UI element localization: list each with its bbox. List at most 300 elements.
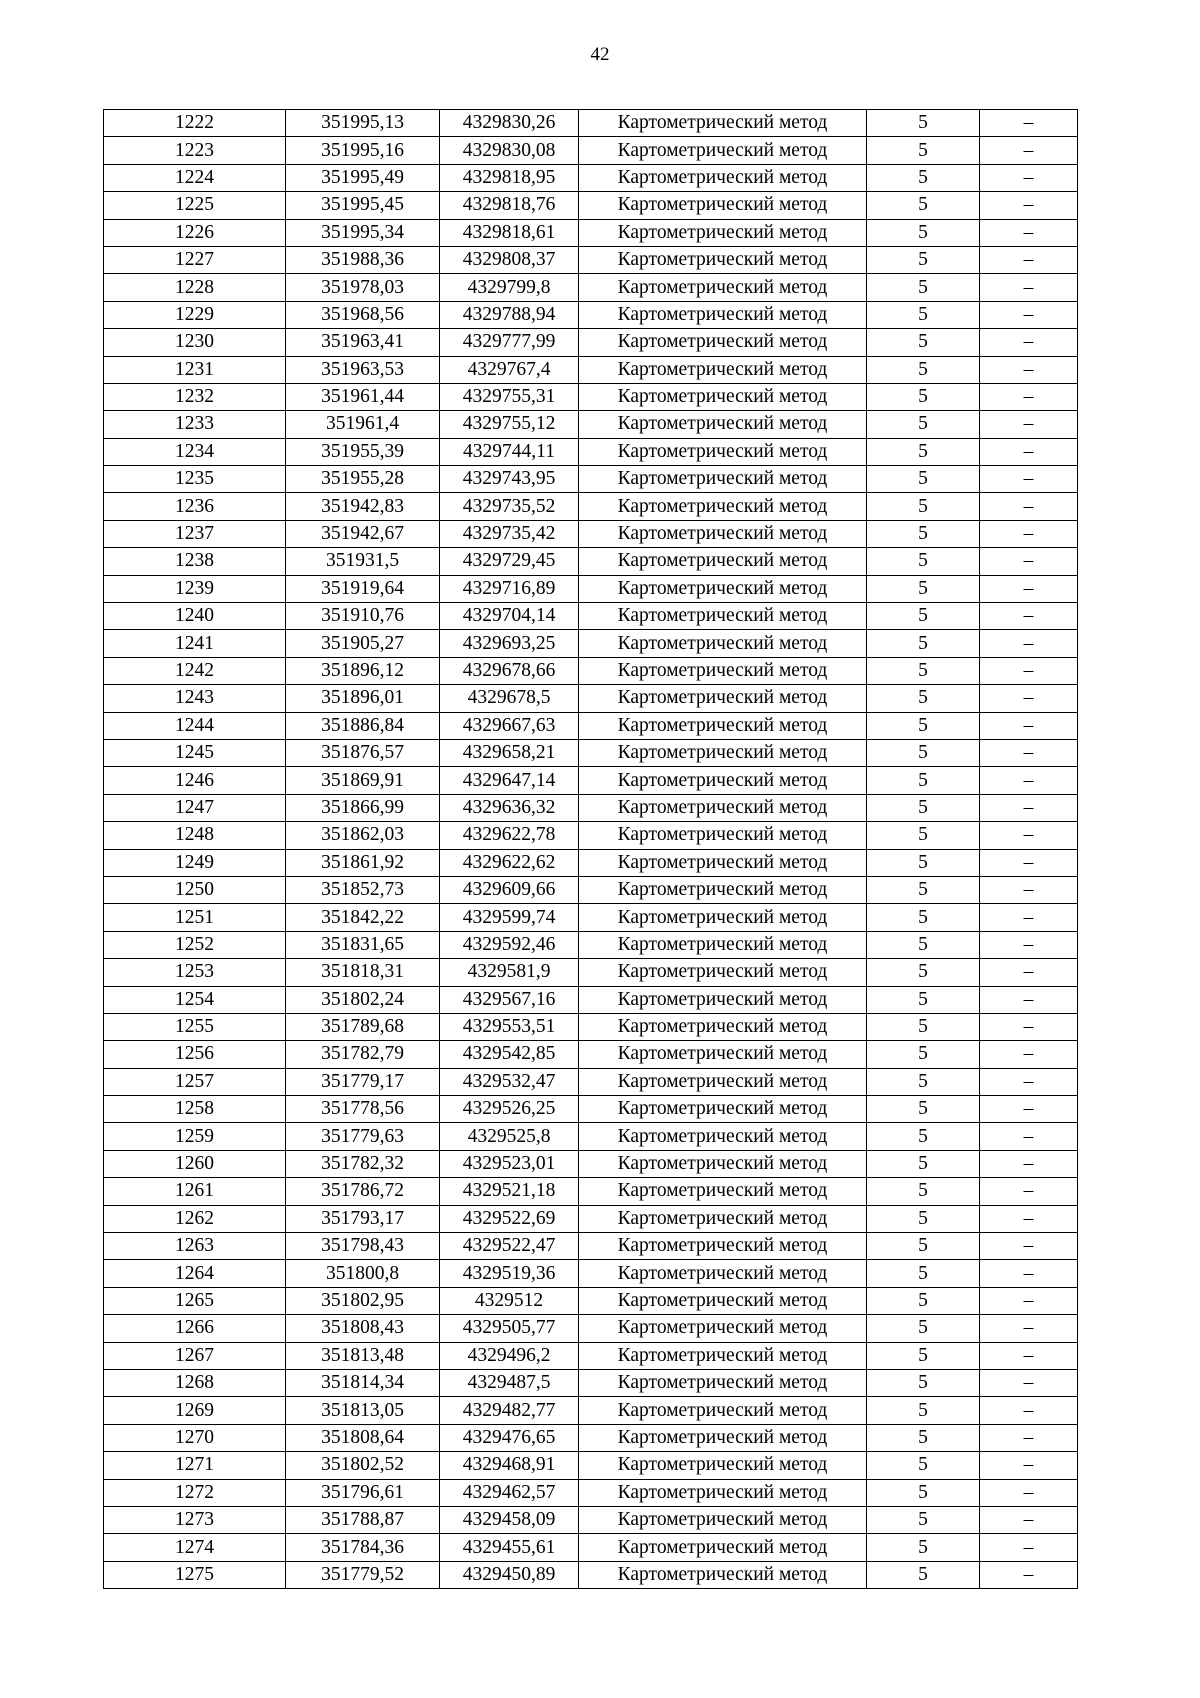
point-number-cell: 1266	[104, 1315, 286, 1342]
y-coordinate-cell: 4329830,26	[440, 110, 579, 137]
accuracy-cell: 5	[867, 1150, 980, 1177]
accuracy-cell: 5	[867, 411, 980, 438]
point-number-cell: 1240	[104, 603, 286, 630]
table-row	[104, 1041, 1078, 1068]
x-coordinate-cell: 351963,53	[286, 356, 440, 383]
method-cell: Картометрический метод	[579, 1178, 867, 1205]
table-row	[104, 438, 1078, 465]
point-number-cell: 1267	[104, 1342, 286, 1369]
accuracy-cell: 5	[867, 739, 980, 766]
description-cell: –	[980, 1150, 1078, 1177]
y-coordinate-cell: 4329735,42	[440, 520, 579, 547]
point-number-cell: 1246	[104, 767, 286, 794]
description-cell: –	[980, 603, 1078, 630]
y-coordinate-cell: 4329542,85	[440, 1041, 579, 1068]
accuracy-cell: 5	[867, 1233, 980, 1260]
table-row	[104, 630, 1078, 657]
method-cell: Картометрический метод	[579, 822, 867, 849]
point-number-cell: 1262	[104, 1205, 286, 1232]
method-cell: Картометрический метод	[579, 876, 867, 903]
table-row	[104, 739, 1078, 766]
point-number-cell: 1258	[104, 1096, 286, 1123]
description-cell: –	[980, 1123, 1078, 1150]
method-cell: Картометрический метод	[579, 1369, 867, 1396]
y-coordinate-cell: 4329808,37	[440, 246, 579, 273]
description-cell: –	[980, 274, 1078, 301]
point-number-cell: 1257	[104, 1068, 286, 1095]
description-cell: –	[980, 1424, 1078, 1451]
accuracy-cell: 5	[867, 1096, 980, 1123]
point-number-cell: 1272	[104, 1479, 286, 1506]
point-number-cell: 1259	[104, 1123, 286, 1150]
method-cell: Картометрический метод	[579, 1424, 867, 1451]
description-cell: –	[980, 137, 1078, 164]
table-row	[104, 137, 1078, 164]
description-cell: –	[980, 794, 1078, 821]
description-cell: –	[980, 767, 1078, 794]
description-cell: –	[980, 411, 1078, 438]
coordinates-table	[103, 109, 1078, 1589]
table-row	[104, 1233, 1078, 1260]
point-number-cell: 1268	[104, 1369, 286, 1396]
method-cell: Картометрический метод	[579, 411, 867, 438]
accuracy-cell: 5	[867, 849, 980, 876]
point-number-cell: 1236	[104, 493, 286, 520]
accuracy-cell: 5	[867, 1479, 980, 1506]
table-row	[104, 1123, 1078, 1150]
method-cell: Картометрический метод	[579, 794, 867, 821]
y-coordinate-cell: 4329818,95	[440, 164, 579, 191]
point-number-cell: 1242	[104, 657, 286, 684]
x-coordinate-cell: 351852,73	[286, 876, 440, 903]
point-number-cell: 1238	[104, 548, 286, 575]
table-row	[104, 110, 1078, 137]
x-coordinate-cell: 351789,68	[286, 1013, 440, 1040]
table-row	[104, 904, 1078, 931]
x-coordinate-cell: 351808,64	[286, 1424, 440, 1451]
method-cell: Картометрический метод	[579, 219, 867, 246]
y-coordinate-cell: 4329523,01	[440, 1150, 579, 1177]
method-cell: Картометрический метод	[579, 1041, 867, 1068]
y-coordinate-cell: 4329487,5	[440, 1369, 579, 1396]
x-coordinate-cell: 351896,01	[286, 685, 440, 712]
x-coordinate-cell: 351995,34	[286, 219, 440, 246]
point-number-cell: 1260	[104, 1150, 286, 1177]
x-coordinate-cell: 351779,17	[286, 1068, 440, 1095]
table-row	[104, 1068, 1078, 1095]
y-coordinate-cell: 4329716,89	[440, 575, 579, 602]
accuracy-cell: 5	[867, 1287, 980, 1314]
table-row	[104, 712, 1078, 739]
method-cell: Картометрический метод	[579, 1342, 867, 1369]
table-row	[104, 164, 1078, 191]
description-cell: –	[980, 1041, 1078, 1068]
table-row	[104, 219, 1078, 246]
accuracy-cell: 5	[867, 164, 980, 191]
description-cell: –	[980, 301, 1078, 328]
table-row	[104, 1534, 1078, 1561]
table-row	[104, 685, 1078, 712]
x-coordinate-cell: 351782,79	[286, 1041, 440, 1068]
table-row	[104, 1178, 1078, 1205]
accuracy-cell: 5	[867, 1041, 980, 1068]
description-cell: –	[980, 712, 1078, 739]
table-row	[104, 931, 1078, 958]
description-cell: –	[980, 1479, 1078, 1506]
y-coordinate-cell: 4329496,2	[440, 1342, 579, 1369]
accuracy-cell: 5	[867, 822, 980, 849]
y-coordinate-cell: 4329622,78	[440, 822, 579, 849]
point-number-cell: 1222	[104, 110, 286, 137]
y-coordinate-cell: 4329788,94	[440, 301, 579, 328]
x-coordinate-cell: 351813,05	[286, 1397, 440, 1424]
x-coordinate-cell: 351866,99	[286, 794, 440, 821]
table-row	[104, 986, 1078, 1013]
point-number-cell: 1239	[104, 575, 286, 602]
point-number-cell: 1226	[104, 219, 286, 246]
description-cell: –	[980, 904, 1078, 931]
method-cell: Картометрический метод	[579, 1561, 867, 1588]
y-coordinate-cell: 4329735,52	[440, 493, 579, 520]
description-cell: –	[980, 959, 1078, 986]
method-cell: Картометрический метод	[579, 931, 867, 958]
point-number-cell: 1269	[104, 1397, 286, 1424]
accuracy-cell: 5	[867, 794, 980, 821]
x-coordinate-cell: 351802,95	[286, 1287, 440, 1314]
accuracy-cell: 5	[867, 110, 980, 137]
point-number-cell: 1264	[104, 1260, 286, 1287]
method-cell: Картометрический метод	[579, 1452, 867, 1479]
table-row	[104, 1561, 1078, 1588]
y-coordinate-cell: 4329667,63	[440, 712, 579, 739]
table-row	[104, 466, 1078, 493]
description-cell: –	[980, 986, 1078, 1013]
x-coordinate-cell: 351995,49	[286, 164, 440, 191]
table-row	[104, 1013, 1078, 1040]
method-cell: Картометрический метод	[579, 849, 867, 876]
description-cell: –	[980, 548, 1078, 575]
table-row	[104, 1452, 1078, 1479]
description-cell: –	[980, 575, 1078, 602]
accuracy-cell: 5	[867, 383, 980, 410]
x-coordinate-cell: 351818,31	[286, 959, 440, 986]
table-row	[104, 520, 1078, 547]
x-coordinate-cell: 351861,92	[286, 849, 440, 876]
description-cell: –	[980, 685, 1078, 712]
y-coordinate-cell: 4329525,8	[440, 1123, 579, 1150]
method-cell: Картометрический метод	[579, 739, 867, 766]
accuracy-cell: 5	[867, 520, 980, 547]
method-cell: Картометрический метод	[579, 1534, 867, 1561]
table-row	[104, 1424, 1078, 1451]
description-cell: –	[980, 356, 1078, 383]
y-coordinate-cell: 4329744,11	[440, 438, 579, 465]
x-coordinate-cell: 351814,34	[286, 1369, 440, 1396]
y-coordinate-cell: 4329830,08	[440, 137, 579, 164]
method-cell: Картометрический метод	[579, 1479, 867, 1506]
method-cell: Картометрический метод	[579, 1150, 867, 1177]
description-cell: –	[980, 329, 1078, 356]
accuracy-cell: 5	[867, 246, 980, 273]
table-body	[104, 110, 1078, 1589]
description-cell: –	[980, 164, 1078, 191]
point-number-cell: 1255	[104, 1013, 286, 1040]
method-cell: Картометрический метод	[579, 986, 867, 1013]
table-row	[104, 849, 1078, 876]
description-cell: –	[980, 1287, 1078, 1314]
y-coordinate-cell: 4329818,76	[440, 192, 579, 219]
x-coordinate-cell: 351862,03	[286, 822, 440, 849]
point-number-cell: 1233	[104, 411, 286, 438]
table-row	[104, 356, 1078, 383]
table-row	[104, 575, 1078, 602]
accuracy-cell: 5	[867, 1506, 980, 1533]
x-coordinate-cell: 351896,12	[286, 657, 440, 684]
point-number-cell: 1231	[104, 356, 286, 383]
accuracy-cell: 5	[867, 1178, 980, 1205]
method-cell: Картометрический метод	[579, 548, 867, 575]
table-row	[104, 329, 1078, 356]
method-cell: Картометрический метод	[579, 1096, 867, 1123]
x-coordinate-cell: 351988,36	[286, 246, 440, 273]
description-cell: –	[980, 493, 1078, 520]
x-coordinate-cell: 351995,45	[286, 192, 440, 219]
description-cell: –	[980, 1561, 1078, 1588]
point-number-cell: 1241	[104, 630, 286, 657]
point-number-cell: 1232	[104, 383, 286, 410]
table-row	[104, 1342, 1078, 1369]
description-cell: –	[980, 1452, 1078, 1479]
accuracy-cell: 5	[867, 219, 980, 246]
description-cell: –	[980, 657, 1078, 684]
method-cell: Картометрический метод	[579, 356, 867, 383]
accuracy-cell: 5	[867, 356, 980, 383]
y-coordinate-cell: 4329647,14	[440, 767, 579, 794]
method-cell: Картометрический метод	[579, 959, 867, 986]
description-cell: –	[980, 1506, 1078, 1533]
point-number-cell: 1254	[104, 986, 286, 1013]
y-coordinate-cell: 4329521,18	[440, 1178, 579, 1205]
y-coordinate-cell: 4329482,77	[440, 1397, 579, 1424]
accuracy-cell: 5	[867, 1561, 980, 1588]
method-cell: Картометрический метод	[579, 1123, 867, 1150]
method-cell: Картометрический метод	[579, 274, 867, 301]
point-number-cell: 1248	[104, 822, 286, 849]
y-coordinate-cell: 4329729,45	[440, 548, 579, 575]
method-cell: Картометрический метод	[579, 246, 867, 273]
point-number-cell: 1247	[104, 794, 286, 821]
point-number-cell: 1265	[104, 1287, 286, 1314]
table-row	[104, 1096, 1078, 1123]
accuracy-cell: 5	[867, 685, 980, 712]
x-coordinate-cell: 351786,72	[286, 1178, 440, 1205]
x-coordinate-cell: 351788,87	[286, 1506, 440, 1533]
table-row	[104, 1205, 1078, 1232]
description-cell: –	[980, 466, 1078, 493]
method-cell: Картометрический метод	[579, 630, 867, 657]
accuracy-cell: 5	[867, 657, 980, 684]
page-number: 42	[590, 44, 610, 65]
description-cell: –	[980, 1178, 1078, 1205]
x-coordinate-cell: 351842,22	[286, 904, 440, 931]
point-number-cell: 1270	[104, 1424, 286, 1451]
x-coordinate-cell: 351978,03	[286, 274, 440, 301]
y-coordinate-cell: 4329599,74	[440, 904, 579, 931]
point-number-cell: 1245	[104, 739, 286, 766]
accuracy-cell: 5	[867, 493, 980, 520]
table-row	[104, 1287, 1078, 1314]
y-coordinate-cell: 4329704,14	[440, 603, 579, 630]
x-coordinate-cell: 351995,16	[286, 137, 440, 164]
point-number-cell: 1244	[104, 712, 286, 739]
x-coordinate-cell: 351784,36	[286, 1534, 440, 1561]
point-number-cell: 1229	[104, 301, 286, 328]
table-row	[104, 794, 1078, 821]
method-cell: Картометрический метод	[579, 1068, 867, 1095]
accuracy-cell: 5	[867, 876, 980, 903]
x-coordinate-cell: 351905,27	[286, 630, 440, 657]
table-row	[104, 876, 1078, 903]
description-cell: –	[980, 383, 1078, 410]
point-number-cell: 1235	[104, 466, 286, 493]
accuracy-cell: 5	[867, 1123, 980, 1150]
method-cell: Картометрический метод	[579, 383, 867, 410]
point-number-cell: 1228	[104, 274, 286, 301]
method-cell: Картометрический метод	[579, 164, 867, 191]
x-coordinate-cell: 351808,43	[286, 1315, 440, 1342]
method-cell: Картометрический метод	[579, 493, 867, 520]
method-cell: Картометрический метод	[579, 192, 867, 219]
y-coordinate-cell: 4329581,9	[440, 959, 579, 986]
point-number-cell: 1251	[104, 904, 286, 931]
description-cell: –	[980, 822, 1078, 849]
point-number-cell: 1253	[104, 959, 286, 986]
description-cell: –	[980, 1534, 1078, 1561]
x-coordinate-cell: 351796,61	[286, 1479, 440, 1506]
description-cell: –	[980, 1013, 1078, 1040]
y-coordinate-cell: 4329609,66	[440, 876, 579, 903]
y-coordinate-cell: 4329799,8	[440, 274, 579, 301]
method-cell: Картометрический метод	[579, 1397, 867, 1424]
y-coordinate-cell: 4329693,25	[440, 630, 579, 657]
table-row	[104, 1260, 1078, 1287]
y-coordinate-cell: 4329519,36	[440, 1260, 579, 1287]
accuracy-cell: 5	[867, 438, 980, 465]
y-coordinate-cell: 4329532,47	[440, 1068, 579, 1095]
x-coordinate-cell: 351802,52	[286, 1452, 440, 1479]
table-row	[104, 959, 1078, 986]
method-cell: Картометрический метод	[579, 520, 867, 547]
method-cell: Картометрический метод	[579, 438, 867, 465]
x-coordinate-cell: 351779,52	[286, 1561, 440, 1588]
method-cell: Картометрический метод	[579, 1013, 867, 1040]
table-row	[104, 548, 1078, 575]
x-coordinate-cell: 351869,91	[286, 767, 440, 794]
x-coordinate-cell: 351942,83	[286, 493, 440, 520]
method-cell: Картометрический метод	[579, 904, 867, 931]
y-coordinate-cell: 4329567,16	[440, 986, 579, 1013]
description-cell: –	[980, 849, 1078, 876]
method-cell: Картометрический метод	[579, 603, 867, 630]
description-cell: –	[980, 192, 1078, 219]
y-coordinate-cell: 4329755,12	[440, 411, 579, 438]
x-coordinate-cell: 351931,5	[286, 548, 440, 575]
x-coordinate-cell: 351800,8	[286, 1260, 440, 1287]
table-row	[104, 493, 1078, 520]
table-row	[104, 1397, 1078, 1424]
point-number-cell: 1223	[104, 137, 286, 164]
point-number-cell: 1225	[104, 192, 286, 219]
accuracy-cell: 5	[867, 137, 980, 164]
y-coordinate-cell: 4329767,4	[440, 356, 579, 383]
table-row	[104, 301, 1078, 328]
accuracy-cell: 5	[867, 274, 980, 301]
method-cell: Картометрический метод	[579, 1205, 867, 1232]
y-coordinate-cell: 4329743,95	[440, 466, 579, 493]
table-row	[104, 1369, 1078, 1396]
y-coordinate-cell: 4329622,62	[440, 849, 579, 876]
description-cell: –	[980, 739, 1078, 766]
method-cell: Картометрический метод	[579, 329, 867, 356]
x-coordinate-cell: 351876,57	[286, 739, 440, 766]
accuracy-cell: 5	[867, 1424, 980, 1451]
x-coordinate-cell: 351919,64	[286, 575, 440, 602]
y-coordinate-cell: 4329592,46	[440, 931, 579, 958]
description-cell: –	[980, 931, 1078, 958]
method-cell: Картометрический метод	[579, 137, 867, 164]
y-coordinate-cell: 4329450,89	[440, 1561, 579, 1588]
accuracy-cell: 5	[867, 301, 980, 328]
point-number-cell: 1271	[104, 1452, 286, 1479]
method-cell: Картометрический метод	[579, 301, 867, 328]
table-row	[104, 1506, 1078, 1533]
x-coordinate-cell: 351798,43	[286, 1233, 440, 1260]
accuracy-cell: 5	[867, 1013, 980, 1040]
description-cell: –	[980, 630, 1078, 657]
table-row	[104, 246, 1078, 273]
table-row	[104, 192, 1078, 219]
table-row	[104, 767, 1078, 794]
table-row	[104, 1150, 1078, 1177]
description-cell: –	[980, 1369, 1078, 1396]
point-number-cell: 1250	[104, 876, 286, 903]
method-cell: Картометрический метод	[579, 712, 867, 739]
y-coordinate-cell: 4329458,09	[440, 1506, 579, 1533]
x-coordinate-cell: 351995,13	[286, 110, 440, 137]
point-number-cell: 1237	[104, 520, 286, 547]
y-coordinate-cell: 4329553,51	[440, 1013, 579, 1040]
description-cell: –	[980, 1397, 1078, 1424]
description-cell: –	[980, 876, 1078, 903]
accuracy-cell: 5	[867, 630, 980, 657]
method-cell: Картометрический метод	[579, 110, 867, 137]
point-number-cell: 1234	[104, 438, 286, 465]
point-number-cell: 1273	[104, 1506, 286, 1533]
point-number-cell: 1227	[104, 246, 286, 273]
x-coordinate-cell: 351778,56	[286, 1096, 440, 1123]
method-cell: Картометрический метод	[579, 767, 867, 794]
x-coordinate-cell: 351963,41	[286, 329, 440, 356]
y-coordinate-cell: 4329777,99	[440, 329, 579, 356]
description-cell: –	[980, 219, 1078, 246]
point-number-cell: 1256	[104, 1041, 286, 1068]
description-cell: –	[980, 1205, 1078, 1232]
y-coordinate-cell: 4329658,21	[440, 739, 579, 766]
x-coordinate-cell: 351942,67	[286, 520, 440, 547]
point-number-cell: 1249	[104, 849, 286, 876]
y-coordinate-cell: 4329678,66	[440, 657, 579, 684]
accuracy-cell: 5	[867, 192, 980, 219]
